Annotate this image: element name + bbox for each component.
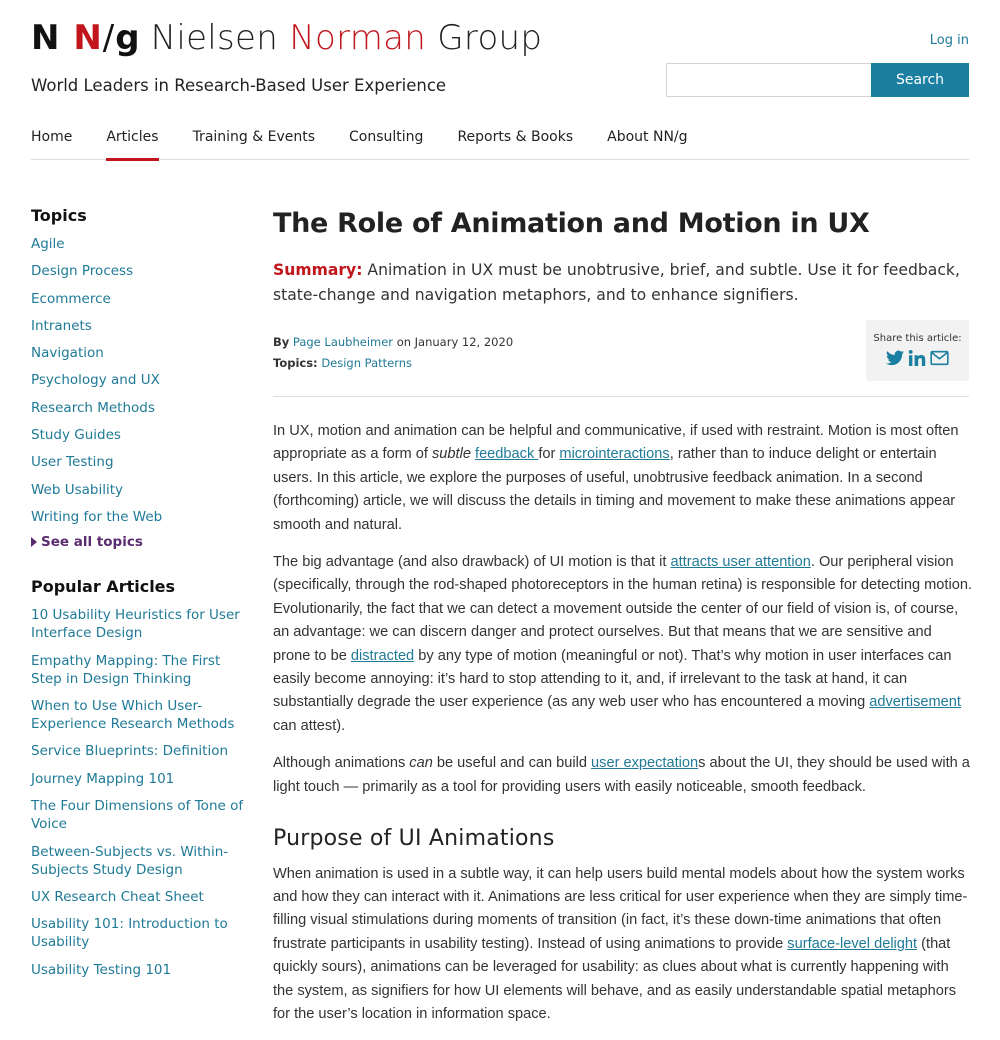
article-summary [273,258,969,308]
topic-link[interactable]: User Testing [31,454,114,471]
topic-link[interactable]: Study Guides [31,427,121,444]
share-icons [866,350,969,370]
summary-label: Summary: [273,261,363,279]
topic-link[interactable]: Intranets [31,317,92,334]
nav-reports-books[interactable]: Reports & Books [457,129,574,145]
popular-article-link[interactable]: The Four Dimensions of Tone of Voice [31,798,244,833]
distracted-link[interactable]: distracted [350,647,415,664]
topic-link[interactable]: Design Process [31,263,134,280]
twitter-icon[interactable] [886,350,904,370]
article-title: The Role of Animation and Motion in UX [273,208,870,239]
microinteractions-link[interactable]: microinteractions [559,446,670,463]
login-link[interactable]: Log in [929,33,969,48]
topic-link[interactable]: Agile [31,236,65,252]
sidebar [31,206,246,988]
topic-link[interactable]: Web Usability [31,481,124,498]
surface-level-delight-link[interactable]: surface-level delight [787,935,918,952]
logo[interactable] [31,18,542,58]
divider [273,396,969,397]
logo-text: Nielsen Norman Group [150,18,543,58]
topics-list [31,235,246,526]
main-nav [31,120,969,160]
topic-link[interactable]: Psychology and UX [31,372,160,389]
paragraph: The big advantage (and also drawback) of UI motion is that it attracts user attention. Our peripheral vision (specifically, through the rod-shaped photoreceptors in the human retina) is responsible for detecting motion. Evolutionarily, the fact that we can detect a movement outside the center of our field of vision is, of course, an advantage: we can discern danger and protect ourselves. But that means that we are sensitive and prone to be distracted by any type of motion (meaningful or not). That’s why motion in user interfaces can easily become annoying: it’s hard to stop attending to it, and, if irrelevant to the task at hand, it can substantially degrade the user experience (as any web user who has encountered a moving advertisement can attest). [273,554,972,734]
triangle-right-icon [31,537,37,547]
paragraph: Although animations can be useful and can build user expectations about the UI, they should be used with a light touch — primarily as a tool for providing users with easily noticeable, smooth feedback. [273,755,970,795]
logo-mark: N N/g [31,18,141,58]
topic-link[interactable]: Ecommerce [31,290,111,307]
share-box [866,320,969,381]
popular-article-link[interactable]: Empathy Mapping: The First Step in Design Thinking [31,652,221,687]
nav-home[interactable]: Home [31,129,73,145]
popular-list [31,606,246,979]
topics-heading: Topics [31,206,87,225]
article [273,206,972,1022]
byline: By Page Laubheimer on January 12, 2020 [273,335,514,349]
nav-training-events[interactable]: Training & Events [192,129,316,145]
popular-article-link[interactable]: Between-Subjects vs. Within-Subjects Study Design [31,843,229,878]
popular-article-link[interactable]: When to Use Which User-Experience Research Methods [31,698,235,733]
see-all-topics-link[interactable]: See all topics [31,534,246,550]
popular-article-link[interactable]: 10 Usability Heuristics for User Interface Design [31,607,240,642]
paragraph: In UX, motion and animation can be helpful and communicative, if used with restraint. Motion is most often appropriate as a form of subtle feedback for microinteractions, rather than to induce delight or entertain users. In this article, we explore the purposes of useful, unobtrusive feedback animation. In a second (forthcoming) article, we will discuss the details in timing and movement to make these animations appear smooth and natural. [273,423,959,533]
email-icon[interactable] [930,350,949,370]
attracts-user-attention-link[interactable]: attracts user attention [670,554,811,571]
summary-text: Animation in UX must be unobtrusive, brief, and subtle. Use it for feedback, state-change and navigation metaphors, and to enhance signifiers. [273,261,960,304]
advertisement-link[interactable]: advertisement [869,694,961,711]
article-body [273,420,973,1040]
popular-article-link[interactable]: UX Research Cheat Sheet [31,889,204,905]
nav-about[interactable]: About NN/g [607,129,688,145]
topic-link[interactable]: Research Methods [31,399,155,416]
topic-tag-link[interactable]: Design Patterns [321,356,413,370]
popular-article-link[interactable]: Service Blueprints: Definition [31,743,229,760]
feedback-link[interactable]: feedback [475,446,539,463]
publish-date: on January 12, 2020 [396,335,514,349]
popular-articles [31,577,246,979]
popular-article-link[interactable]: Journey Mapping 101 [31,770,175,787]
popular-heading: Popular Articles [31,577,176,597]
share-label: Share this article: [873,333,962,344]
topic-link[interactable]: Navigation [31,345,104,362]
popular-article-link[interactable]: Usability Testing 101 [31,961,172,978]
tagline: World Leaders in Research-Based User Experience [31,76,447,95]
article-meta [273,332,969,374]
nav-articles[interactable]: Articles [106,120,158,159]
section-heading: Purpose of UI Animations [273,826,555,852]
author-link[interactable]: Page Laubheimer [292,335,394,349]
topics-line: Topics: Design Patterns [273,356,413,370]
user-expectations-link[interactable]: user expectation [591,755,699,772]
paragraph: When animation is used in a subtle way, it can help users build mental models about how the system works and how they can interact with it. Animations are less critical for user experience when they are simply time-filling visual stimulations during moments of transition (in fact, it’s these down-time animations that often frustrate participants in usability testing). Instead of using animations to provide surface-level delight (that quickly sours), animations can be leveraged for usability: as clues about what is currently happening with the system, as signifiers for how UI elements will behave, and as easily understandable spatial metaphors for the user’s location in information space. [273,865,968,1022]
topic-link[interactable]: Writing for the Web [31,508,163,525]
linkedin-icon[interactable] [909,350,925,370]
nav-consulting[interactable]: Consulting [349,129,424,145]
search-button[interactable]: Search [871,63,969,97]
search-input[interactable] [666,63,872,97]
popular-article-link[interactable]: Usability 101: Introduction to Usability [31,916,228,951]
